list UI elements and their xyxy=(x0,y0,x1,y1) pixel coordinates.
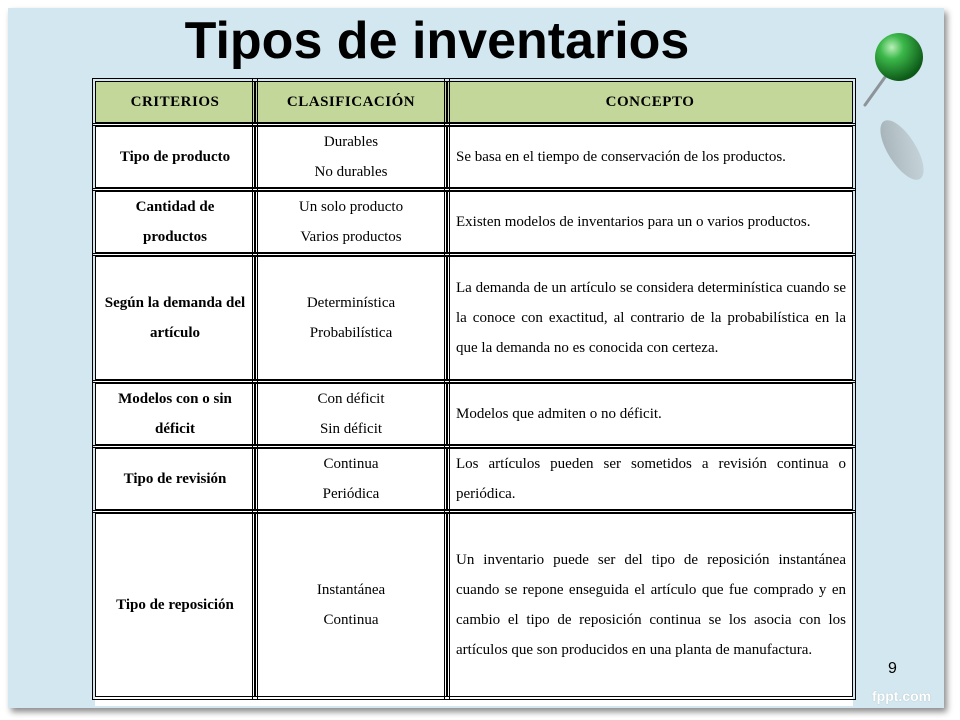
clasificacion-item: No durables xyxy=(314,164,388,180)
header-concepto: CONCEPTO xyxy=(447,81,853,123)
table-row xyxy=(95,256,853,380)
concepto-cell: Un inventario puede ser del tipo de reposición instantánea cuando se repone enseguida el artículo que fue comprado y en cambio el tipo de reposición continua se los asocia con los artículos que son producidos en una planta de manufactura. xyxy=(447,513,853,697)
page-number: 9 xyxy=(888,660,897,677)
table-row xyxy=(95,191,853,253)
concepto-cell: Se basa en el tiempo de conservación de los productos. xyxy=(447,126,853,188)
clasificacion-item: Un solo producto xyxy=(298,199,404,215)
slide-title: Tipos de inventarios xyxy=(184,12,690,70)
clasificacion-cell xyxy=(255,513,447,697)
clasificacion-item: Varios productos xyxy=(300,229,402,245)
criterio-cell: Tipo de revisión xyxy=(95,448,255,510)
clasificacion-item: Durables xyxy=(323,134,379,150)
pushpin-icon xyxy=(855,25,955,195)
concepto-cell: Existen modelos de inventarios para un o varios productos. xyxy=(447,191,853,253)
clasificacion-item: Probabilística xyxy=(309,325,393,341)
criterio-cell: Cantidad de productos xyxy=(95,191,255,253)
criterio-cell: Modelos con o sin déficit xyxy=(95,383,255,445)
criterio-cell: Tipo de reposición xyxy=(95,513,255,697)
clasificacion-item: Continua xyxy=(323,456,379,472)
inventory-types-table-container xyxy=(95,81,853,706)
clasificacion-item: Determinística xyxy=(306,295,396,311)
concepto-cell: La demanda de un artículo se considera determinística cuando se la conoce con exactitud, al contrario de la probabilística en la que la demanda no es conocida con certeza. xyxy=(447,256,853,380)
clasificacion-item: Periódica xyxy=(322,486,380,502)
header-clasificacion: CLASIFICACIÓN xyxy=(255,81,447,123)
concepto-cell: Modelos que admiten o no déficit. xyxy=(447,383,853,445)
table-row xyxy=(95,126,853,188)
concepto-cell: Los artículos pueden ser sometidos a revisión continua o periódica. xyxy=(447,448,853,510)
brand-watermark: fppt.com xyxy=(872,688,932,704)
table-row xyxy=(95,513,853,697)
header-criterios: CRITERIOS xyxy=(95,81,255,123)
clasificacion-item: Continua xyxy=(323,612,379,628)
inventory-types-table xyxy=(95,81,853,697)
clasificacion-cell xyxy=(255,383,447,445)
clasificacion-item: Instantánea xyxy=(316,582,386,598)
criterio-cell: Tipo de producto xyxy=(95,126,255,188)
table-row xyxy=(95,448,853,510)
clasificacion-cell xyxy=(255,126,447,188)
clasificacion-item: Con déficit xyxy=(317,391,385,407)
table-row xyxy=(95,383,853,445)
clasificacion-cell xyxy=(255,191,447,253)
table-header-row xyxy=(95,81,853,123)
criterio-cell: Según la demanda del artículo xyxy=(95,256,255,380)
clasificacion-cell xyxy=(255,448,447,510)
clasificacion-item: Sin déficit xyxy=(319,421,383,437)
clasificacion-cell xyxy=(255,256,447,380)
